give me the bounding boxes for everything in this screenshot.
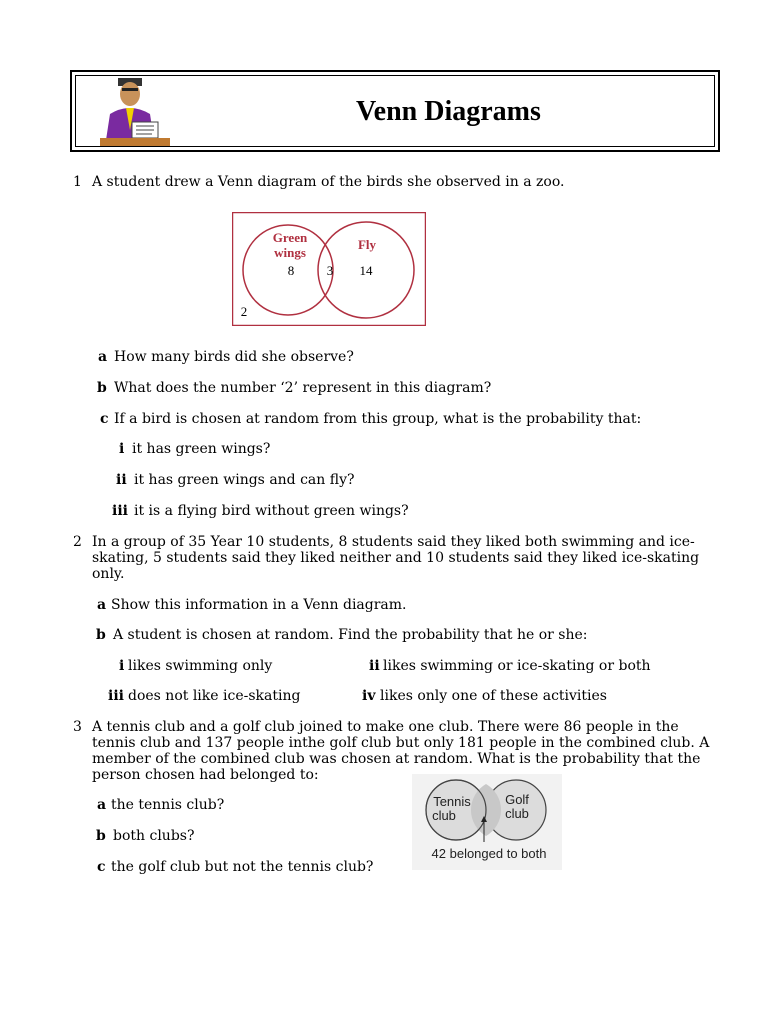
q2bi-text: likes swimming only [128, 658, 273, 674]
q2biv-label: iv [362, 688, 376, 704]
venn-value-left: 8 [287, 263, 295, 278]
q2biv-text: likes only one of these activities [380, 688, 607, 704]
q3a-text: the tennis club? [111, 797, 225, 813]
q3c-text: the golf club but not the tennis club? [111, 859, 374, 875]
q2b-label: b [96, 627, 106, 643]
q1cii-text: it has green wings and can fly? [134, 472, 355, 488]
venn-label-golf-club: club [505, 806, 529, 821]
venn-label-green: Green [272, 230, 308, 245]
page-title: Venn Diagrams [356, 96, 541, 127]
q3b-text: both clubs? [113, 828, 195, 844]
q3-number: 3 [73, 719, 82, 735]
q1-text: A student drew a Venn diagram of the birds she observed in a zoo. [92, 174, 565, 190]
venn-label-fly: Fly [357, 237, 377, 252]
q3-line-2: tennis club and 137 people inthe golf club but only 181 people in the combined club. A [92, 735, 710, 751]
venn-value-overlap: 3 [326, 263, 334, 278]
q1-venn-diagram [232, 212, 426, 326]
q2biii-label: iii [108, 688, 124, 704]
q1cii-label: ii [116, 472, 127, 488]
venn-label-wings: wings [274, 245, 306, 260]
q3-line-3: member of the combined club was chosen at random. What is the probability that the [92, 751, 701, 767]
q2-number: 2 [73, 534, 82, 550]
q2a-text: Show this information in a Venn diagram. [111, 597, 407, 613]
q3b-label: b [96, 828, 106, 844]
q2a-label: a [97, 597, 107, 613]
q1b-text: What does the number ‘2’ represent in this diagram? [114, 380, 492, 396]
q3-line-1: A tennis club and a golf club joined to make one club. There were 86 people in the [92, 719, 679, 735]
q1a-text: How many birds did she observe? [114, 349, 354, 365]
venn-label-golf: Golf [505, 792, 529, 807]
q1a-label: a [98, 349, 108, 365]
venn-caption: 42 belonged to both [431, 846, 547, 861]
q1ci-label: i [119, 441, 125, 457]
teacher-at-desk-icon [96, 74, 172, 150]
q1c-label: c [100, 411, 109, 427]
q1ci-text: it has green wings? [132, 441, 271, 457]
q2b-text: A student is chosen at random. Find the probability that he or she: [113, 627, 588, 643]
venn-value-right: 14 [359, 263, 373, 278]
q3-line-4: person chosen had belonged to: [92, 767, 319, 783]
q2-line-2: skating, 5 students said they liked neither and 10 students said they liked ice-skating [92, 550, 700, 566]
q1b-label: b [97, 380, 107, 396]
q1ciii-label: iii [112, 503, 128, 519]
q1c-text: If a bird is chosen at random from this group, what is the probability that: [114, 411, 642, 427]
q1ciii-text: it is a flying bird without green wings? [134, 503, 409, 519]
venn-value-outside: 2 [240, 304, 248, 319]
q3a-label: a [97, 797, 107, 813]
q2biii-text: does not like ice-skating [128, 688, 301, 704]
q2bii-label: ii [369, 658, 380, 674]
q3c-label: c [97, 859, 106, 875]
q2-line-3: only. [92, 566, 125, 582]
venn-label-tennis-club: club [432, 808, 456, 823]
q1-number: 1 [73, 174, 82, 190]
q2bi-label: i [119, 658, 125, 674]
q2bii-text: likes swimming or ice-skating or both [383, 658, 651, 674]
venn-label-tennis: Tennis [433, 794, 471, 809]
q3-venn-diagram [412, 774, 562, 870]
q2-line-1: In a group of 35 Year 10 students, 8 students said they liked both swimming and ice- [92, 534, 695, 550]
